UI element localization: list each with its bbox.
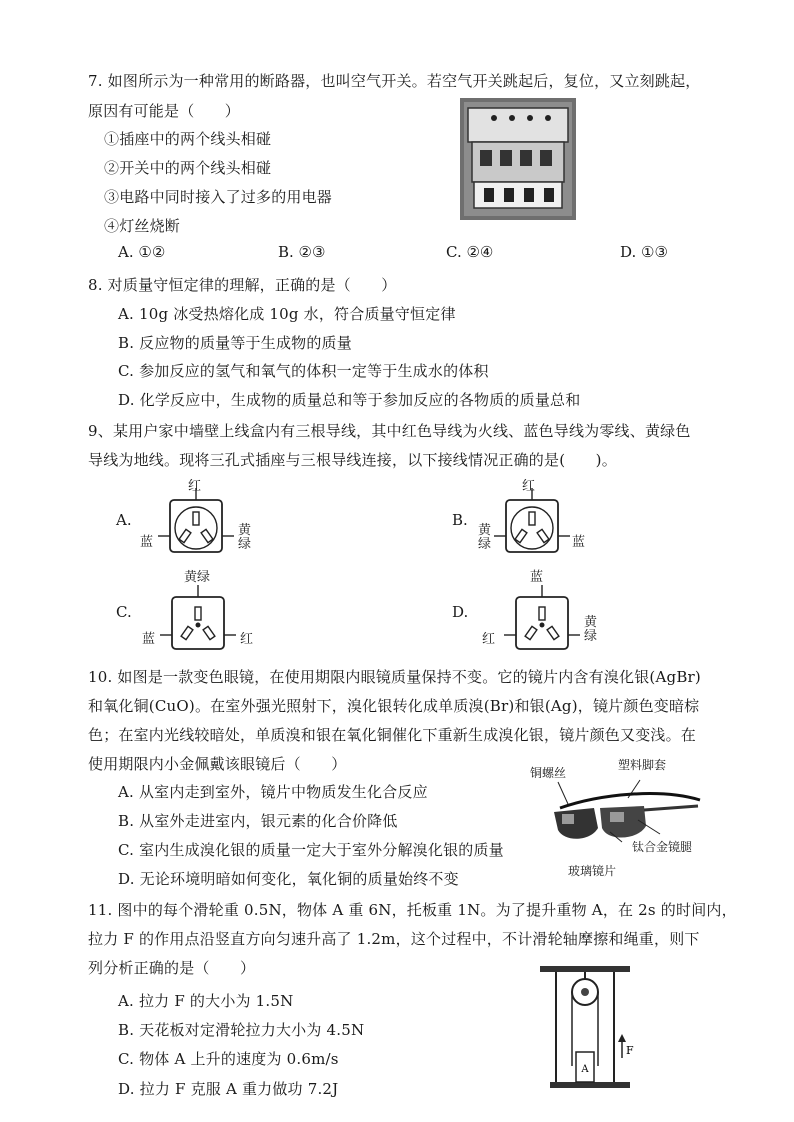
q9-option-b-label[interactable]: B. — [452, 511, 468, 529]
q9-stem-line2: 导线为地线。现将三孔式插座与三根导线连接，以下接线情况正确的是( )。 — [88, 451, 617, 469]
q9-c-top-label: 黄绿 — [184, 570, 211, 585]
q8-choice-c[interactable]: C. 参加反应的氢气和氧气的体积一定等于生成水的体积 — [118, 362, 489, 380]
q10-stem-line2: 和氧化铜(CuO)。在室外强光照射下，溴化银转化成单质溴(Br)和银(Ag)，镜片颜色变暗棕 — [88, 697, 700, 715]
q7-item-1: ①插座中的两个线头相碰 — [104, 130, 272, 148]
glasses-label-plastic-sleeve: 塑料脚套 — [618, 758, 667, 772]
q10-choice-a[interactable]: A. 从室内走到室外，镜片中物质发生化合反应 — [118, 783, 428, 801]
q11-stem-line2: 拉力 F 的作用点沿竖直方向匀速升高了 1.2m，这个过程中，不计滑轮轴摩擦和绳重，则下 — [88, 930, 700, 948]
socket-d-diagram[interactable] — [504, 585, 580, 661]
q7-item-2: ②开关中的两个线头相碰 — [104, 159, 272, 177]
q9-option-a-label[interactable]: A. — [116, 511, 132, 529]
q9-c-left-label: 蓝 — [142, 632, 156, 647]
q10-stem-line1: 10. 如图是一款变色眼镜，在使用期限内眼镜质量保持不变。它的镜片内含有溴化银(AgBr) — [88, 668, 701, 686]
q10-stem-line3: 色；在室内光线较暗处，单质溴和银在氧化铜催化下重新生成溴化银，镜片颜色又变浅。在 — [88, 726, 697, 744]
q11-choice-a[interactable]: A. 拉力 F 的大小为 1.5N — [118, 992, 294, 1010]
q9-d-top-label: 蓝 — [530, 570, 544, 585]
glasses-label-copper-screw: 铜螺丝 — [530, 766, 567, 780]
q9-option-c-label[interactable]: C. — [116, 603, 132, 621]
q9-d-left-label: 红 — [482, 632, 496, 647]
q9-option-d-label[interactable]: D. — [452, 603, 469, 621]
q9-c-right-label: 红 — [240, 632, 254, 647]
q11-choice-b[interactable]: B. 天花板对定滑轮拉力大小为 4.5N — [118, 1021, 365, 1039]
q9-b-right-label: 蓝 — [572, 535, 586, 550]
glasses-label-titanium-leg: 钛合金镜腿 — [632, 840, 693, 854]
q11-choice-c[interactable]: C. 物体 A 上升的速度为 0.6m/s — [118, 1050, 339, 1068]
q9-b-top-label: 红 — [522, 479, 536, 494]
q8-choice-a[interactable]: A. 10g 冰受热熔化成 10g 水，符合质量守恒定律 — [118, 305, 456, 323]
socket-b-diagram[interactable] — [494, 488, 570, 564]
q10-choice-b[interactable]: B. 从室外走进室内，银元素的化合价降低 — [118, 812, 398, 830]
q10-stem-line4: 使用期限内小金佩戴该眼镜后（ ） — [88, 755, 347, 773]
sunglasses-image — [540, 776, 710, 862]
socket-c-diagram[interactable] — [160, 585, 236, 661]
q8-stem: 8. 对质量守恒定律的理解，正确的是（ ） — [88, 276, 397, 294]
q11-stem-line3: 列分析正确的是（ ） — [88, 959, 256, 977]
q9-b-left-label: 黄绿 — [478, 523, 492, 552]
q7-choice-c[interactable]: C. ②④ — [446, 243, 494, 261]
circuit-breaker-image — [460, 98, 576, 220]
pulley-object-label: A — [581, 1064, 589, 1075]
q7-item-3: ③电路中同时接入了过多的用电器 — [104, 188, 333, 206]
q9-a-left-label: 蓝 — [140, 535, 154, 550]
q9-stem-line1: 9、某用户家中墙壁上线盒内有三根导线，其中红色导线为火线、蓝色导线为零线、黄绿色 — [88, 422, 691, 440]
pulley-force-label: F — [626, 1044, 634, 1057]
q7-stem-line2: 原因有可能是（ ） — [88, 102, 241, 120]
q10-choice-c[interactable]: C. 室内生成溴化银的质量一定大于室外分解溴化银的质量 — [118, 841, 504, 859]
socket-a-diagram[interactable] — [158, 488, 234, 564]
q7-choice-d[interactable]: D. ①③ — [620, 243, 668, 261]
q7-choice-b[interactable]: B. ②③ — [278, 243, 326, 261]
q7-stem-line1: 7. 如图所示为一种常用的断路器，也叫空气开关。若空气开关跳起后，复位，又立刻跳起， — [88, 72, 701, 90]
pulley-diagram — [540, 966, 634, 1092]
q7-item-4: ④灯丝烧断 — [104, 217, 181, 235]
q8-choice-b[interactable]: B. 反应物的质量等于生成物的质量 — [118, 334, 352, 352]
q9-d-right-label: 黄绿 — [584, 615, 598, 644]
q9-a-top-label: 红 — [188, 479, 202, 494]
q7-choice-a[interactable]: A. ①② — [118, 243, 166, 261]
q10-choice-d[interactable]: D. 无论环境明暗如何变化，氧化铜的质量始终不变 — [118, 870, 459, 888]
q11-choice-d[interactable]: D. 拉力 F 克服 A 重力做功 7.2J — [118, 1080, 339, 1098]
glasses-label-glass-lens: 玻璃镜片 — [568, 864, 617, 878]
q11-stem-line1: 11. 图中的每个滑轮重 0.5N，物体 A 重 6N，托板重 1N。为了提升重物 A，在 2s 的时间内， — [88, 901, 737, 919]
q8-choice-d[interactable]: D. 化学反应中，生成物的质量总和等于参加反应的各物质的质量总和 — [118, 391, 581, 409]
q9-a-right-label: 黄绿 — [238, 523, 252, 552]
